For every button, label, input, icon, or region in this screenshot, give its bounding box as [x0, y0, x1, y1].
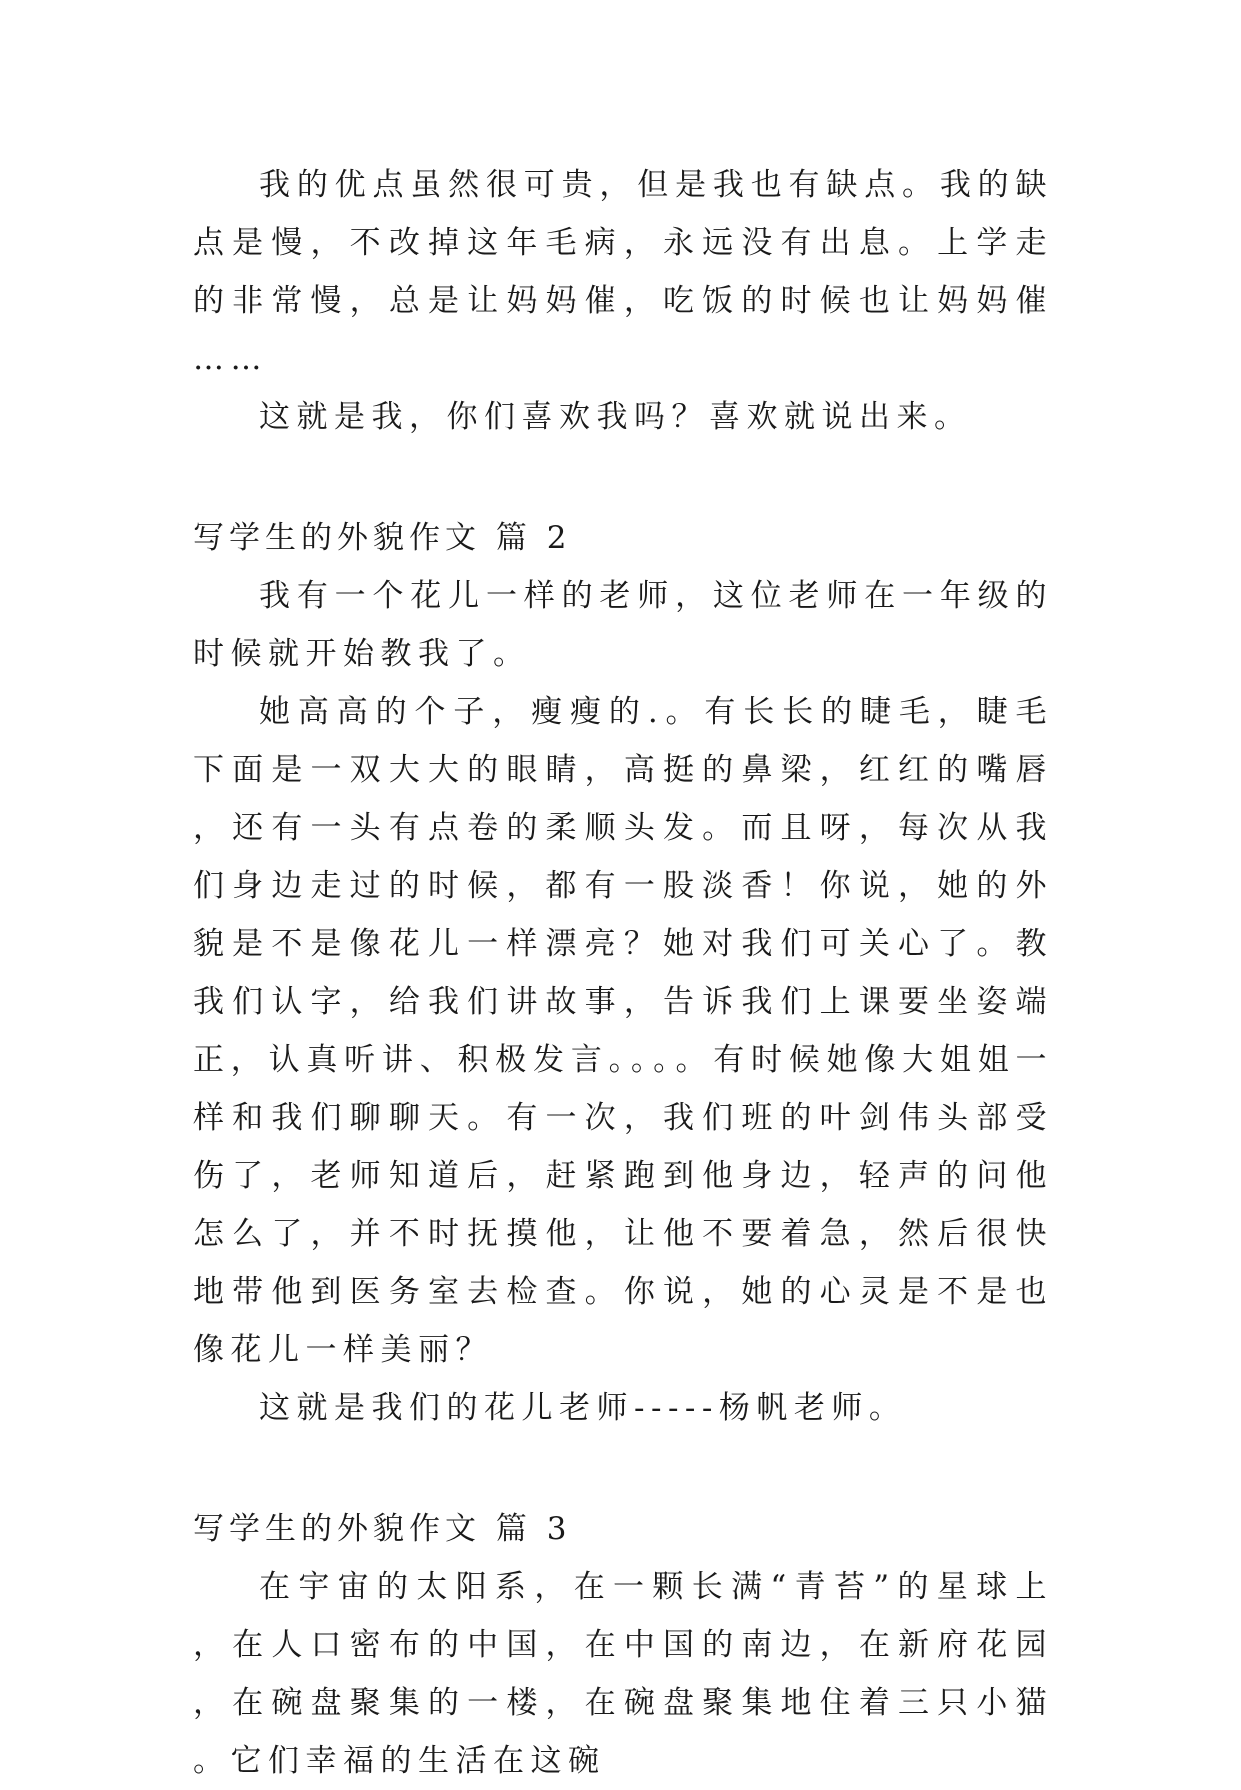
intro-closing-paragraph: 这就是我，你们喜欢我吗？喜欢就说出来。: [259, 399, 972, 435]
section-2-title: 写学生的外貌作文 篇 2: [193, 520, 572, 556]
section-spacer: [193, 1437, 1053, 1500]
document-page: [193, 156, 1053, 1790]
intro-paragraph: 我的优点虽然很可贵，但是我也有缺点。我的缺点是慢，不改掉这年毛病，永远没有出息。上学走的非常慢，总是让妈妈催，吃饭的时候也让妈妈催……: [193, 167, 1053, 377]
section-3-title: 写学生的外貌作文 篇 3: [193, 1511, 572, 1547]
section-2-paragraph: 这就是我们的花儿老师-----杨帆老师。: [259, 1390, 907, 1426]
section-2-paragraph: 她高高的个子，瘦瘦的.。有长长的睫毛，睫毛下面是一双大大的眼睛，高挺的鼻梁，红红的嘴唇，还有一头有点卷的柔顺头发。而且呀，每次从我们身边走过的时候，都有一股淡香！你说，她的外貌是不是像花儿一样漂亮？她对我们可关心了。教我们认字，给我们讲故事，告诉我们上课要坐姿端正，认真听讲、积极发言。。。。有时候她像大姐姐一样和我们聊聊天。有一次，我们班的叶剑伟头部受伤了，老师知道后，赶紧跑到他身边，轻声的问他怎么了，并不时抚摸他，让他不要着急，然后很快地带他到医务室去检查。你说，她的心灵是不是也像花儿一样美丽？: [193, 694, 1053, 1368]
section-2-paragraph: 我有一个花儿一样的老师，这位老师在一年级的时候就开始教我了。: [193, 578, 1053, 672]
section-3-paragraph: 在宇宙的太阳系，在一颗长满“青苔”的星球上，在人口密布的中国，在中国的南边，在新府花园，在碗盘聚集的一楼，在碗盘聚集地住着三只小猫。它们幸福的生活在这碗: [193, 1569, 1053, 1779]
section-spacer: [193, 446, 1053, 509]
